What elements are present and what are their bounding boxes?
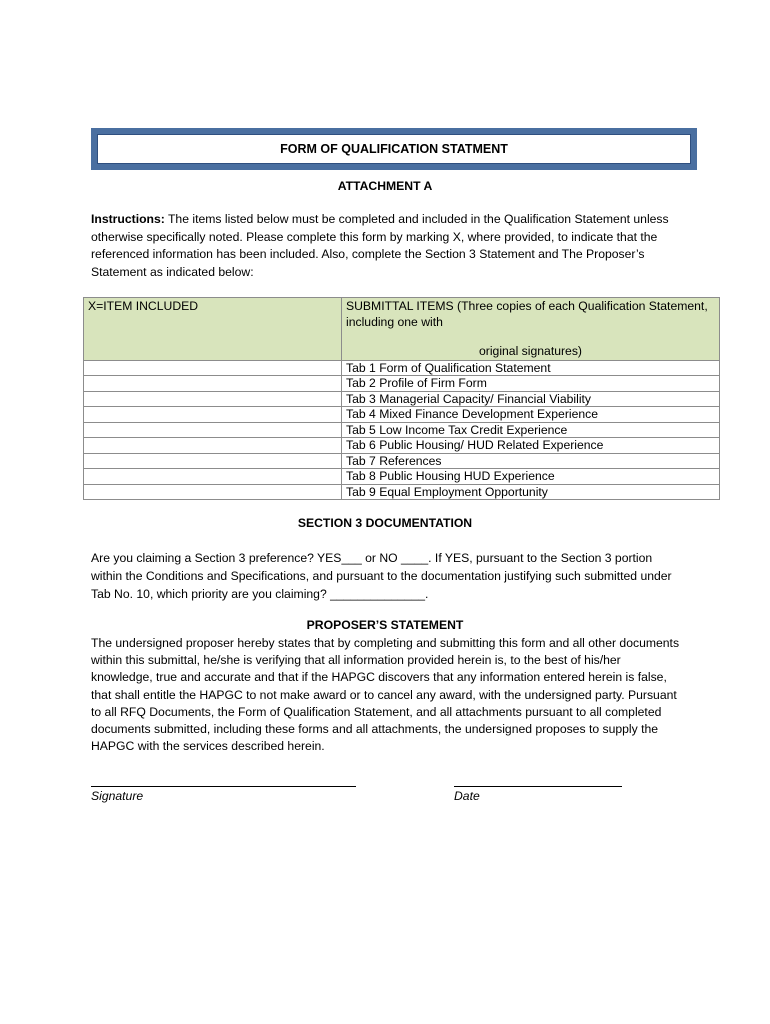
item-included-cell[interactable] <box>84 391 342 407</box>
item-included-cell[interactable] <box>84 422 342 438</box>
table-row <box>84 376 720 392</box>
table-row <box>84 407 720 423</box>
proposer-statement-paragraph: The undersigned proposer hereby states that by completing and submitting this form and all other documents within this submittal, he/she is verifying that all information provided herein is, to the best of his/her knowledge, true and accurate and that if the HAPGC discovers that any information entered herein is false, that shall entitle the HAPGC to not make award or to cancel any award, with the undersigned party. Pursuant to all RFQ Documents, the Form of Qualification Statement, and all attachments pursuant to all completed documents submitted, including these forms and all attachments, the undersigned proposes to supply the HAPGC with the services described herein. <box>91 636 680 754</box>
table-row <box>84 438 720 454</box>
form-title: FORM OF QUALIFICATION STATMENT <box>97 134 691 164</box>
submittal-item-cell: Tab 2 Profile of Firm Form <box>342 376 720 392</box>
section3-heading: SECTION 3 DOCUMENTATION <box>297 516 473 530</box>
header-item-included: X=ITEM INCLUDED <box>84 298 342 361</box>
date-line[interactable] <box>454 786 622 787</box>
submittal-item-cell: Tab 7 References <box>342 453 720 469</box>
instructions-paragraph <box>91 211 681 281</box>
signature-label: Signature <box>91 789 144 803</box>
submittal-item-cell: Tab 4 Mixed Finance Development Experience <box>342 407 720 423</box>
submittal-item-cell: Tab 8 Public Housing HUD Experience <box>342 469 720 485</box>
instructions-label: Instructions: <box>91 212 165 226</box>
header-submittal-items-line1: SUBMITTAL ITEMS (Three copies of each Qualification Statement, including one with <box>346 299 708 329</box>
section3-paragraph: Are you claiming a Section 3 preference? YES___ or NO ____. If YES, pursuant to the Section 3 portion within the Conditions and Specifications, and pursuant to the documentation justifying such submitted under Tab No. 10, which priority are you claiming? ______________. <box>91 551 672 601</box>
instructions-text: The items listed below must be completed and included in the Qualification Statement unless otherwise specifically noted. Please complete this form by marking X, where provided, to indicate that the referenced information has been included. Also, complete the Section 3 Statement and The Proposer’s Statement as indicated below: <box>91 212 669 279</box>
item-included-cell[interactable] <box>84 469 342 485</box>
submittal-item-cell: Tab 9 Equal Employment Opportunity <box>342 484 720 500</box>
submittal-item-cell: Tab 1 Form of Qualification Statement <box>342 360 720 376</box>
item-included-cell[interactable] <box>84 360 342 376</box>
item-included-cell[interactable] <box>84 376 342 392</box>
item-included-cell[interactable] <box>84 453 342 469</box>
table-row <box>84 391 720 407</box>
signature-line[interactable] <box>91 786 356 787</box>
table-row <box>84 422 720 438</box>
submittal-items-table <box>83 297 720 500</box>
submittal-item-cell: Tab 6 Public Housing/ HUD Related Experience <box>342 438 720 454</box>
table-row <box>84 484 720 500</box>
form-title-box <box>91 128 697 170</box>
table-header-row <box>84 298 720 361</box>
proposer-statement-heading: PROPOSER’S STATEMENT <box>306 618 464 632</box>
item-included-cell[interactable] <box>84 484 342 500</box>
item-included-cell[interactable] <box>84 407 342 423</box>
item-included-cell[interactable] <box>84 438 342 454</box>
header-submittal-items-line2: original signatures) <box>479 344 582 358</box>
table-row <box>84 469 720 485</box>
header-submittal-items <box>342 298 720 361</box>
table-row <box>84 360 720 376</box>
attachment-heading: ATTACHMENT A <box>337 179 433 193</box>
date-label: Date <box>454 789 480 803</box>
table-row <box>84 453 720 469</box>
submittal-item-cell: Tab 5 Low Income Tax Credit Experience <box>342 422 720 438</box>
submittal-item-cell: Tab 3 Managerial Capacity/ Financial Viability <box>342 391 720 407</box>
